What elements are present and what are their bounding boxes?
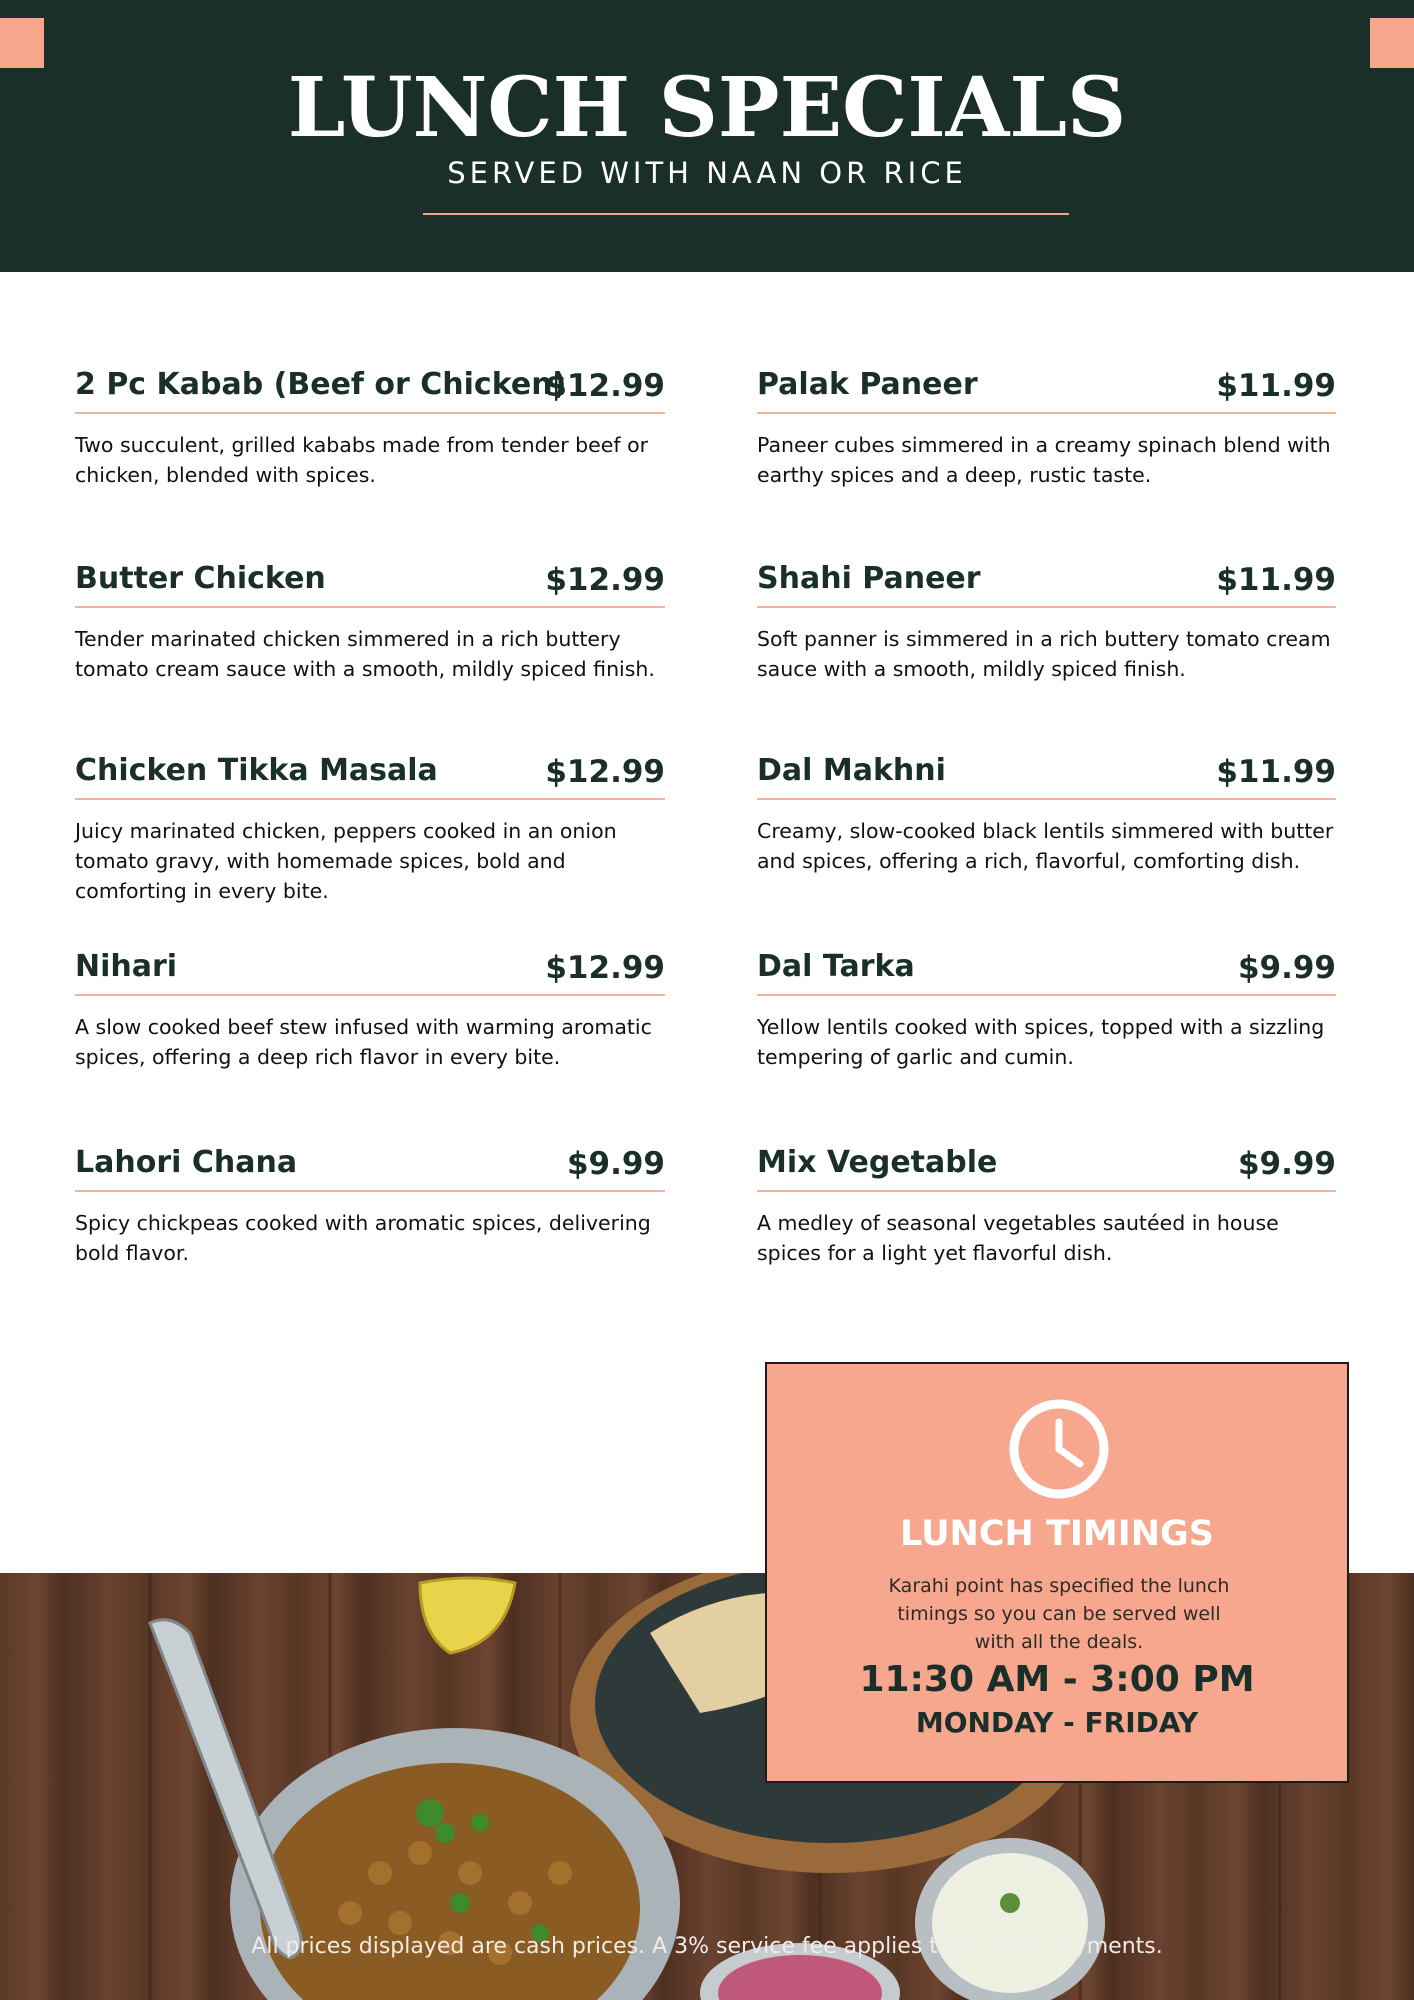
item-description: Juicy marinated chicken, peppers cooked in an onion tomato gravy, with homemade spices, bold and comforting in every bite.: [75, 819, 617, 903]
item-description: Two succulent, grilled kababs made from tender beef or chicken, blended with spices.: [75, 433, 649, 487]
item-price: $12.99: [545, 950, 665, 986]
item-description: Soft panner is simmered in a rich buttery tomato cream sauce with a smooth, mildly spiced finish.: [757, 627, 1331, 681]
item-description: A slow cooked beef stew infused with warming aromatic spices, offering a deep rich flavor in every bite.: [75, 1015, 652, 1069]
page-title: LUNCH SPECIALS: [287, 60, 1127, 156]
clock-icon: [1008, 1398, 1110, 1500]
item-price: $12.99: [545, 368, 665, 404]
item-name: Lahori Chana: [75, 1145, 298, 1180]
menu-item: [75, 942, 665, 1072]
menu-item: [757, 1138, 1336, 1268]
item-description: Spicy chickpeas cooked with aromatic spices, delivering bold flavor.: [75, 1211, 651, 1265]
item-description: Tender marinated chicken simmered in a rich buttery tomato cream sauce with a smooth, mildly spiced finish.: [75, 627, 655, 681]
menu-item: [757, 942, 1336, 1072]
item-name: Dal Makhni: [757, 753, 946, 788]
item-price: $11.99: [1216, 754, 1336, 790]
item-name: Palak Paneer: [757, 367, 978, 402]
item-name: Mix Vegetable: [757, 1145, 998, 1180]
item-description: Paneer cubes simmered in a creamy spinach blend with earthy spices and a deep, rustic taste.: [757, 433, 1331, 487]
header-banner: [0, 0, 1414, 272]
item-price: $12.99: [545, 562, 665, 598]
lunch-days: MONDAY - FRIDAY: [915, 1706, 1199, 1739]
item-price: $11.99: [1216, 368, 1336, 404]
card-text: Karahi point has specified the lunch timings so you can be served well with all the deals.: [888, 1575, 1230, 1653]
item-price: $9.99: [1237, 1146, 1336, 1182]
item-name: Shahi Paneer: [757, 561, 981, 596]
footer-note: All prices displayed are cash prices. A 3% service fee applies to all card payments.: [251, 1934, 1163, 1959]
item-description: Yellow lentils cooked with spices, topped with a sizzling tempering of garlic and cumin.: [757, 1015, 1325, 1069]
lunch-hours: 11:30 AM - 3:00 PM: [859, 1659, 1255, 1700]
item-price: $12.99: [545, 754, 665, 790]
lunch-timings-card: [765, 1362, 1349, 1783]
item-description: Creamy, slow-cooked black lentils simmered with butter and spices, offering a rich, flavorful, comforting dish.: [757, 819, 1334, 873]
menu-item: [75, 1138, 665, 1268]
item-name: Dal Tarka: [757, 949, 915, 984]
menu-item: [757, 360, 1336, 490]
item-name: Butter Chicken: [75, 561, 326, 596]
item-price: $9.99: [566, 1146, 665, 1182]
menu-item: [75, 360, 665, 490]
menu-item: [757, 554, 1336, 684]
item-name: Nihari: [75, 949, 178, 984]
item-name: 2 Pc Kabab (Beef or Chicken): [75, 367, 567, 402]
item-name: Chicken Tikka Masala: [75, 753, 438, 788]
menu-item: [757, 746, 1336, 876]
item-price: $11.99: [1216, 562, 1336, 598]
menu-item: [75, 554, 665, 684]
header-divider: [423, 213, 1069, 215]
item-price: $9.99: [1237, 950, 1336, 986]
item-description: A medley of seasonal vegetables sautéed in house spices for a light yet flavorful dish.: [757, 1211, 1279, 1265]
page-subtitle: SERVED WITH NAAN OR RICE: [447, 156, 967, 190]
card-title: LUNCH TIMINGS: [900, 1514, 1214, 1554]
menu-item: [75, 746, 665, 906]
